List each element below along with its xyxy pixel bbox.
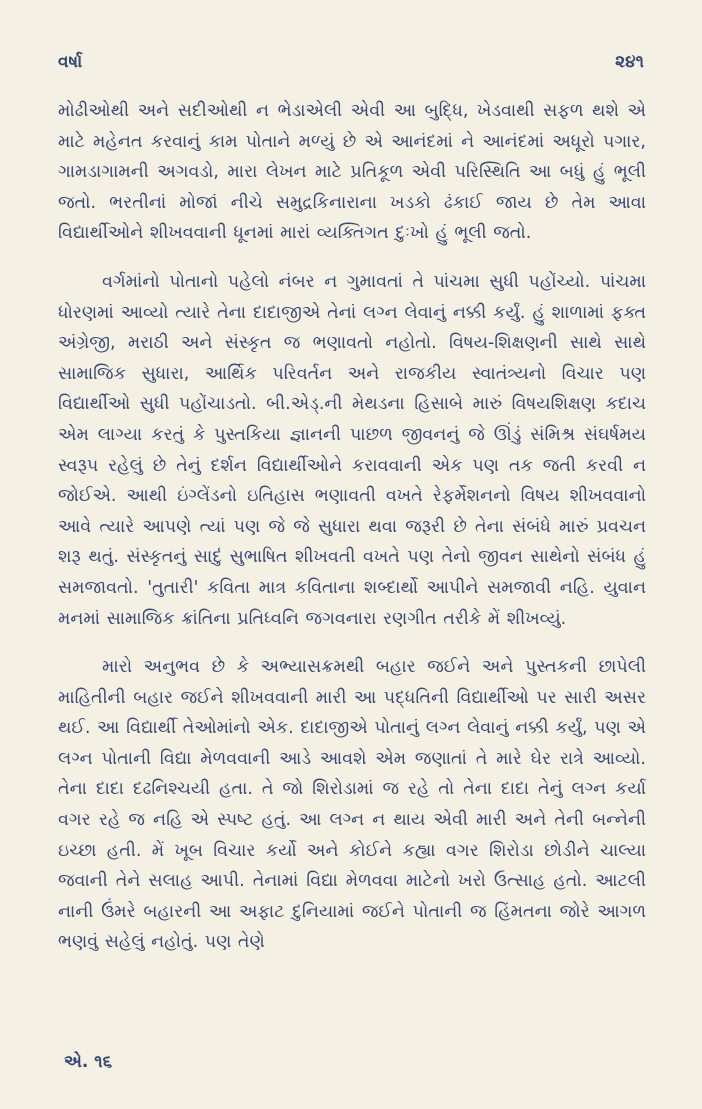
page-number: ૨૪૧ (615, 52, 644, 72)
body-text (58, 96, 646, 976)
paragraph: મોઢીઓથી અને સદીઓથી ન ભેડાએલી એવી આ બુદ્ધિ, ખેડવાથી સફળ થશે એ માટે મહેનત કરવાનું કામ પોતાને મળ્યું છે એ આનંદમાં ને આનંદમાં અધૂરો પગાર, ગામડાગામની અગવડો, મારા લેખન માટે પ્રતિકૂળ એવી પરિસ્થિતિ આ બધું હું ભૂલી જતો. ભરતીનાં મોજાં નીચે સમુદ્રકિનારાના ખડકો ઢંકાઈ જાય છે તેમ આવા વિદ્યાર્થીઓને શીખવવાની ધૂનમાં મારાં વ્યક્તિગત દુઃખો હું ભૂલી જતો. (58, 101, 646, 244)
paragraph: વર્ગમાંનો પોતાનો પહેલો નંબર ન ગુમાવતાં તે પાંચમા સુધી પહોંચ્યો. પાંચમા ધોરણમાં આવ્યો ત્યારે તેના દાદાજીએ તેનાં લગ્ન લેવાનું નક્કી કર્યું. હું શાળામાં ફક્ત અંગ્રેજી, મરાઠી અને સંસ્કૃત જ ભણાવતો નહોતો. વિષય-શિક્ષણની સાથે સાથે સામાજિક સુધારા, આર્થિક પરિવર્તન અને રાજકીય સ્વાતંત્ર્યનો વિચાર પણ વિદ્યાર્થીઓ સુધી પહોંચાડતો. બી.એડ્.ની મેથડના હિસાબે મારું વિષયશિક્ષણ કદાચ એમ લાગ્યા કરતું કે પુસ્તકિયા જ્ઞાનની પાછળ જીવનનું જે ઊંડું સંમિશ્ર સંઘર્ષમય સ્વરૂપ રહેલું છે તેનું દર્શન વિદ્યાર્થીઓને કરાવવાની એક પણ તક જતી કરવી ન જોઈએ. આથી ઇંગ્લેંડનો ઇતિહાસ ભણાવતી વખતે રેફર્મેશનનો વિષય શીખવવાનો આવે ત્યારે આપણે ત્યાં પણ જે જે સુધારા થવા જરૂરી છે તેના સંબંધે મારું પ્રવચન શરૂ થતું. સંસ્કૃતનું સાદું સુભાષિત શીખવતી વખતે પણ તેનો જીવન સાથેનો સંબંધ હું સમજાવતો. 'તુતારી' કવિતા માત્ર કવિતાના શબ્દાર્થો આપીને સમજાવી નહિ. યુવાન મનમાં સામાજિક ક્રાંતિના પ્રતિધ્વનિ જગવનારા રણગીત તરીકે મેં શીખવ્યું. (58, 271, 646, 629)
paragraph: મારો અનુભવ છે કે અભ્યાસક્રમથી બહાર જઈને અને પુસ્તકની છાપેલી માહિતીની બહાર જઈને શીખવવાની મારી આ પદ્ધતિની વિદ્યાર્થીઓ પર સારી અસર થઈ. આ વિદ્યાર્થી તેઓમાંનો એક. દાદાજીએ પોતાનું લગ્ન લેવાનું નક્કી કર્યું, પણ એ લગ્ન પોતાની વિદ્યા મેળવવાની આડે આવશે એમ જણાતાં તે મારે ઘેર રાત્રે આવ્યો. તેના દાદા દઢનિશ્ચયી હતા. તે જો શિરોડામાં જ રહે તો તેના દાદા તેનું લગ્ન કર્યા વગર રહે જ નહિ એ સ્પષ્ટ હતું. આ લગ્ન ન થાય એવી મારી અને તેની બન્નેની ઇચ્છા હતી. મેં ખૂબ વિચાર કર્યો અને કોઈને કહ્યા વગર શિરોડા છોડીને ચાલ્યા જવાની તેને સલાહ આપી. તેનામાં વિદ્યા મેળવવા માટેનો ખરો ઉત્સાહ હતો. આટલી નાની ઉંમરે બહારની આ અફાટ દુનિયામાં જઈને પોતાની જ હિંમતના જોરે આગળ ભણવું સહેલું નહોતું. પણ તેણે (58, 657, 646, 953)
running-title: વર્ષા (58, 52, 83, 72)
signature-mark: એ. ૧૬ (64, 1052, 113, 1072)
